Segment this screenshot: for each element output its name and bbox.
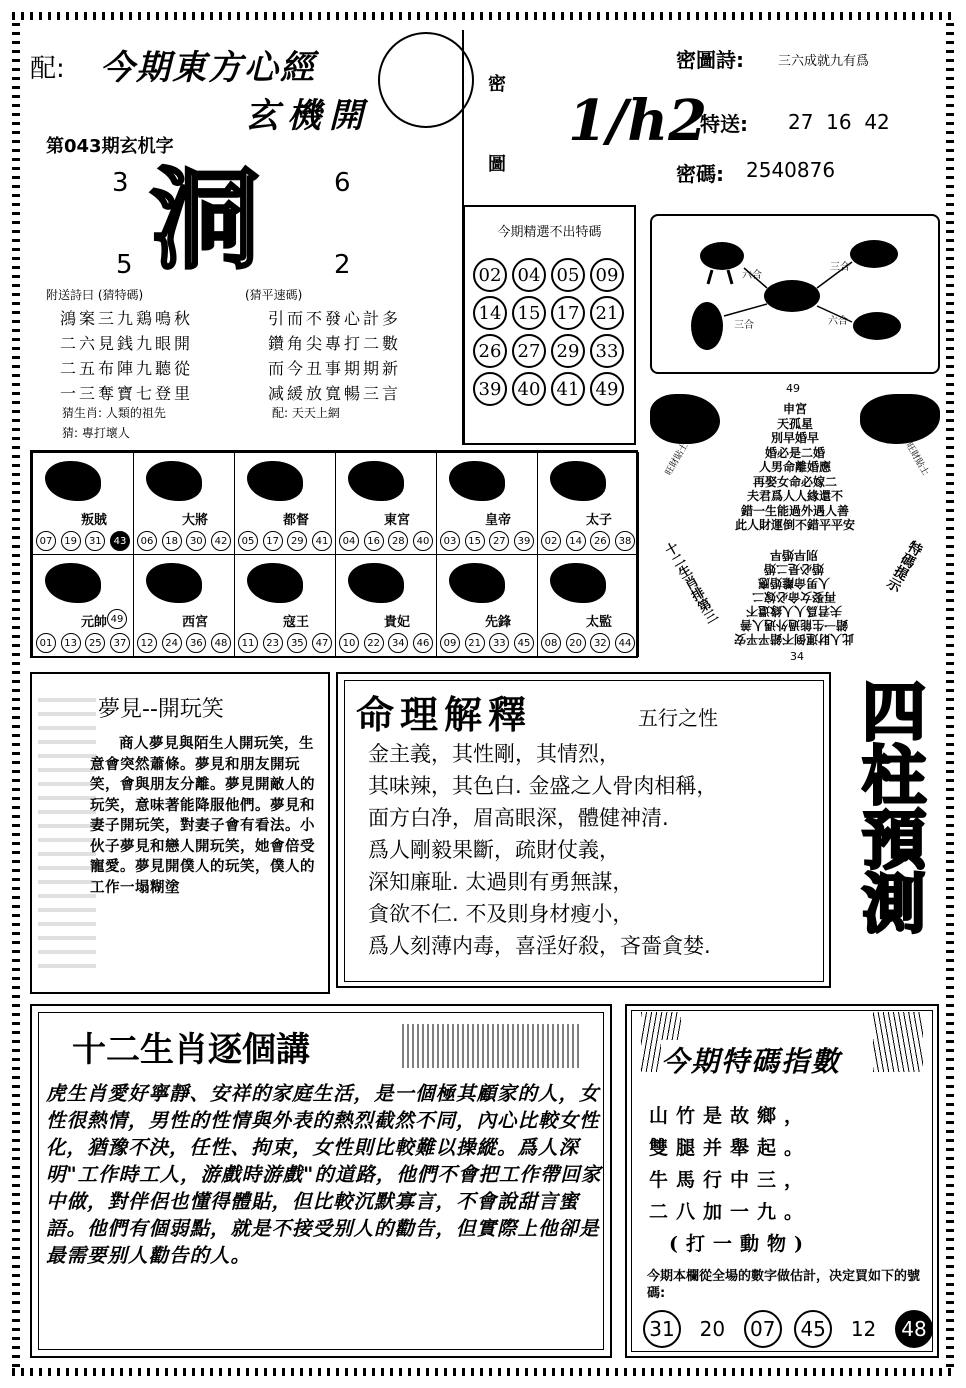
zodiac-number: 46 — [413, 633, 433, 653]
dog-icon — [449, 563, 505, 603]
zodiac-number: 20 — [566, 633, 586, 653]
zodiac-number-row — [541, 633, 635, 653]
fortune-line: 夫君爲人人緣還不 — [746, 489, 843, 503]
dream-title: 夢見--開玩笑 — [98, 697, 224, 722]
destiny-line: 其味辣，其色白. 金盛之人骨肉相稱， — [368, 774, 718, 798]
zodiac-number: 26 — [590, 531, 610, 551]
zodiac-number: 16 — [364, 531, 384, 551]
zodiac-number: 24 — [162, 633, 182, 653]
zodiac-title: 先鋒 — [485, 615, 512, 630]
zodiac-cell — [133, 554, 235, 657]
fortune-lines — [670, 402, 920, 533]
zodiac-number: 07 — [36, 531, 56, 551]
zodiac-cell — [537, 554, 639, 657]
zodiac-number: 03 — [440, 531, 460, 551]
zodiac-number-row — [238, 633, 332, 653]
zodiac-number: 43 — [110, 531, 130, 551]
fortune-line: 婚必是二婚 — [764, 445, 825, 460]
zodiac-cell — [32, 554, 134, 657]
index-number: 48 — [895, 1310, 933, 1348]
digit-top-right: 6 — [334, 168, 351, 198]
code-value: 2540876 — [746, 158, 836, 182]
zodiac-number: 38 — [615, 531, 635, 551]
zodiac-number: 48 — [211, 633, 231, 653]
zodiac-title: 叛賊 — [81, 513, 108, 528]
zodiac-title: 寇王 — [283, 615, 310, 630]
zodiac-number: 39 — [514, 531, 534, 551]
fortune-line: 申宮 — [782, 402, 807, 416]
pick-number: 49 — [590, 372, 624, 406]
index-number: 45 — [794, 1310, 832, 1348]
goat-icon — [146, 563, 202, 603]
send-label: 特送: — [700, 112, 748, 136]
pick-number: 39 — [473, 372, 507, 406]
riddle-line: 二八加一九。 — [649, 1201, 812, 1223]
zodiac-title: 太子 — [586, 513, 613, 528]
zodiac-grid — [30, 450, 638, 658]
fortune-left-tag: 旺財貼士 — [663, 441, 691, 478]
zodiac-talk-panel — [30, 1004, 612, 1358]
destiny-side-title: 四柱預測 — [851, 678, 926, 934]
fortune-lines-inverted: 此人財運倒不錯平平安 錯一生能過外遇人善 夫君爲人人緣還不 再娶女命必嫁二 人男命離婚應 婚必是二婚 別早婚早 — [734, 548, 855, 646]
zodiac-title: 貴妃 — [384, 615, 411, 630]
rabbit-icon — [348, 461, 404, 501]
index-panel — [625, 1004, 939, 1358]
pick-number: 40 — [512, 372, 546, 406]
dream-body: 商人夢見與陌生人開玩笑，生意會突然蕭條。夢見和朋友開玩笑，會與朋友分離。夢見開敵人的玩笑，意味著能降服他們。夢見和妻子開玩笑，對妻子會有看法。小伙子夢見和戀人開玩笑，她會倍受寵愛。夢見開僕人的玩笑，僕人的工作一塌糊塗 — [90, 736, 315, 896]
zodiac-cell — [133, 452, 235, 555]
fortune-right-tag: 旺財貼士 — [903, 441, 931, 478]
zodiac-number-row — [339, 531, 433, 551]
riddle-line: 雙腿并舉起。 — [649, 1137, 812, 1159]
zodiac-cell — [234, 554, 336, 657]
zodiac-number-row — [137, 531, 231, 551]
snake-icon — [550, 461, 606, 501]
zodiac-number-row — [339, 633, 433, 653]
zodiac-number: 44 — [615, 633, 635, 653]
zodiac-number: 42 — [211, 531, 231, 551]
index-title: 今期特碼指數 — [661, 1040, 841, 1080]
fortune-line: 錯一生能過外遇人善 — [740, 503, 849, 518]
fortune-panel — [650, 380, 940, 665]
zodiac-talk-body: 虎生肖愛好寧靜、安祥的家庭生活，是一個極其顧家的人，女性很熱情，男性的性情與外表的熱烈截然不同，內心比較女性化，猶豫不決，任性、拘束，女性則比較難以操縱。爲人深明"工作時工人，游戲時游戲"的道路，他們不會把工作帶回家中做，對伴侶也懂得體貼，但比較沉默寡言，不會說甜言蜜語。他們有個弱點，就是不接受别人的勸告，但實際上他卻是最需要别人勸告的人。 — [46, 1082, 602, 1267]
pick-number: 29 — [551, 334, 585, 368]
index-number: 31 — [643, 1310, 681, 1348]
zodiac-number: 28 — [388, 531, 408, 551]
zodiac-title: 東宮 — [384, 513, 411, 528]
send-numbers: 27 16 42 — [788, 110, 890, 134]
zodiac-number: 41 — [312, 531, 332, 551]
zodiac-number: 04 — [339, 531, 359, 551]
pick-number: 14 — [473, 296, 507, 330]
destiny-title: 命理解釋 — [356, 692, 533, 737]
riddle-line: 山竹是故鄉， — [649, 1105, 812, 1127]
zodiac-talk-decoration — [402, 1024, 582, 1068]
zodiac-number: 25 — [85, 633, 105, 653]
zodiac-number: 32 — [590, 633, 610, 653]
relation-label-4: 六合 — [828, 316, 848, 327]
zodiac-number-row — [36, 633, 130, 653]
grass-decoration-right — [873, 1012, 923, 1072]
fortune-line: 人男命離婚應 — [758, 460, 831, 474]
zodiac-number: 13 — [61, 633, 81, 653]
pick-number: 41 — [551, 372, 585, 406]
zodiac-number-row — [137, 633, 231, 653]
digit-bottom-left: 5 — [116, 250, 133, 280]
zodiac-cell — [32, 452, 134, 555]
pick-number: 21 — [590, 296, 624, 330]
rooster-icon — [700, 242, 744, 284]
zodiac-number: 45 — [514, 633, 534, 653]
digit-bottom-right: 2 — [334, 250, 351, 280]
zodiac-number: 19 — [61, 531, 81, 551]
fortune-right-vertical: 特碼提示 — [883, 537, 925, 595]
zodiac-number: 05 — [238, 531, 258, 551]
zodiac-title: 皇帝 — [485, 513, 512, 528]
riddle-lines — [649, 1100, 811, 1260]
zodiac-number: 09 — [440, 633, 460, 653]
header-circle — [378, 32, 474, 128]
zodiac-extra-number: 49 — [107, 609, 127, 629]
fortune-left-vertical: 十二生肖排第三 — [660, 540, 719, 627]
zodiac-number-row — [440, 531, 534, 551]
mystery-character: 洞 — [150, 155, 260, 284]
issue-label: 第043期玄机字 — [46, 136, 174, 157]
zodiac-title: 都督 — [283, 513, 310, 528]
poem-left-lines: 鴻案三九鶏鳴秋 二六見銭九眼開 二五布陣九聽從 一三奪寶七登里 — [60, 309, 194, 403]
pick-number: 27 — [512, 334, 546, 368]
destiny-line: 面方白净，眉高眼深，體健神清. — [368, 806, 669, 830]
code-label: 密碼: — [676, 162, 724, 186]
poem-left-footer2: 猜: 專打壞人 — [62, 426, 130, 440]
zodiac-number: 37 — [110, 633, 130, 653]
destiny-line: 貪欲不仁. 不及則身材瘦小， — [368, 902, 634, 926]
index-note: 今期本欄從全場的數字做估計，决定買如下的號碼: — [647, 1269, 921, 1301]
zodiac-relation-diagram — [652, 216, 938, 372]
dragon-icon — [449, 461, 505, 501]
secret-poem-text: 三六成就九有爲 — [778, 54, 870, 69]
zodiac-number: 23 — [263, 633, 283, 653]
monkey-icon — [247, 563, 303, 603]
destiny-subtitle: 五行之性 — [638, 706, 718, 730]
header-title-main: 今期東方心經 — [100, 48, 316, 88]
destiny-lines — [368, 738, 717, 962]
zodiac-number: 21 — [465, 633, 485, 653]
destiny-line: 爲人刻薄内毒，喜淫好殺，吝嗇貪婪. — [368, 934, 711, 958]
zodiac-number: 17 — [263, 531, 283, 551]
zodiac-title: 大將 — [182, 513, 209, 528]
pick-number: 02 — [473, 258, 507, 292]
picks-panel — [463, 205, 636, 445]
zodiac-number: 30 — [186, 531, 206, 551]
dog-icon — [853, 312, 901, 340]
zodiac-number: 18 — [162, 531, 182, 551]
zodiac-number: 29 — [287, 531, 307, 551]
fortune-line: 別早婚早 — [770, 431, 819, 445]
zodiac-number: 10 — [339, 633, 359, 653]
zodiac-relation-panel — [650, 214, 940, 374]
secret-label: 密 — [488, 74, 506, 95]
riddle-line: (打一動物) — [669, 1233, 811, 1255]
pei-label: 配: — [30, 54, 65, 84]
poem-right-footer: 配: 天天上網 — [272, 406, 340, 420]
pick-number: 15 — [512, 296, 546, 330]
fortune-line: 再娶女命必嫁二 — [752, 474, 837, 489]
horse-icon — [45, 563, 101, 603]
fortune-bottom-number: 34 — [790, 650, 804, 663]
zodiac-number: 40 — [413, 531, 433, 551]
zodiac-number: 02 — [541, 531, 561, 551]
zodiac-number-row — [238, 531, 332, 551]
zodiac-number-row — [36, 531, 130, 551]
zodiac-cell — [537, 452, 639, 555]
zodiac-number: 01 — [36, 633, 56, 653]
destiny-line: 金主義，其性剛，其情烈， — [368, 742, 620, 766]
index-numbers — [643, 1310, 933, 1348]
index-number: 20 — [699, 1317, 726, 1341]
monkey-icon — [691, 302, 723, 350]
digit-top-left: 3 — [112, 168, 129, 198]
fortune-line: 此人財運倒不錯平平安 — [734, 518, 855, 532]
picks-grid — [465, 258, 634, 406]
pick-number: 04 — [512, 258, 546, 292]
zodiac-number: 14 — [566, 531, 586, 551]
dragon-icon — [764, 280, 820, 312]
pick-number: 33 — [590, 334, 624, 368]
tiger-icon — [247, 461, 303, 501]
index-number: 07 — [744, 1310, 782, 1348]
zodiac-number: 08 — [541, 633, 561, 653]
destiny-panel — [336, 672, 936, 994]
zodiac-number: 22 — [364, 633, 384, 653]
zodiac-cell — [234, 452, 336, 555]
dream-decoration — [38, 688, 96, 978]
zodiac-number: 15 — [465, 531, 485, 551]
riddle-line: 牛馬行中三， — [649, 1169, 812, 1191]
zodiac-number: 35 — [287, 633, 307, 653]
pick-number: 26 — [473, 334, 507, 368]
poem-left-heading: 附送詩曰 (猜特碼) — [46, 288, 144, 302]
zodiac-number: 27 — [489, 531, 509, 551]
ox-icon — [146, 461, 202, 501]
secret-handwriting: 1/h2 — [568, 88, 708, 154]
relation-label-1: 六合 — [742, 270, 762, 281]
fortune-line: 天孤星 — [776, 416, 813, 431]
rooster-icon — [348, 563, 404, 603]
dream-panel — [30, 672, 330, 994]
ox-icon — [850, 240, 898, 268]
zodiac-number: 11 — [238, 633, 258, 653]
zodiac-number: 31 — [85, 531, 105, 551]
header-title-sub: 玄機開 — [245, 96, 371, 136]
zodiac-talk-title: 十二生肖逐個講 — [72, 1030, 310, 1070]
destiny-line: 深知廉耻. 太過則有勇無謀， — [368, 870, 634, 894]
zodiac-title: 元帥 — [81, 615, 108, 630]
destiny-line: 爲人剛毅果斷，疏財仗義， — [368, 838, 620, 862]
relation-label-3: 三合 — [734, 320, 754, 331]
picks-title: 今期精選不出特碼 — [497, 225, 602, 240]
poem-right-lines: 引而不發心計多 鑽角尖專打二數 而今丑事期期新 减緩放寬暢三言 — [268, 309, 402, 403]
pick-number: 09 — [590, 258, 624, 292]
zodiac-cell — [436, 554, 538, 657]
zodiac-number: 47 — [312, 633, 332, 653]
zodiac-number: 12 — [137, 633, 157, 653]
zodiac-number: 06 — [137, 531, 157, 551]
rat-icon — [45, 461, 101, 501]
zodiac-number: 34 — [388, 633, 408, 653]
pick-number: 17 — [551, 296, 585, 330]
relation-label-2: 三合 — [830, 262, 850, 273]
zodiac-number-row — [440, 633, 534, 653]
zodiac-cell — [436, 452, 538, 555]
pig-icon — [550, 563, 606, 603]
zodiac-number: 33 — [489, 633, 509, 653]
poem-left-footer1: 猜生肖: 人類的祖先 — [62, 406, 166, 420]
fortune-top-number: 49 — [786, 382, 800, 395]
poem-right-heading: (猜平速碼) — [245, 288, 303, 302]
zodiac-number-row — [541, 531, 635, 551]
secret-poem-label: 密圖詩: — [676, 48, 744, 72]
zodiac-number: 36 — [186, 633, 206, 653]
index-number: 12 — [850, 1317, 877, 1341]
zodiac-title: 太監 — [586, 615, 613, 630]
zodiac-cell — [335, 554, 437, 657]
pick-number: 05 — [551, 258, 585, 292]
zodiac-title: 西宮 — [182, 615, 209, 630]
zodiac-cell — [335, 452, 437, 555]
secret-label-2: 圖 — [488, 154, 506, 175]
